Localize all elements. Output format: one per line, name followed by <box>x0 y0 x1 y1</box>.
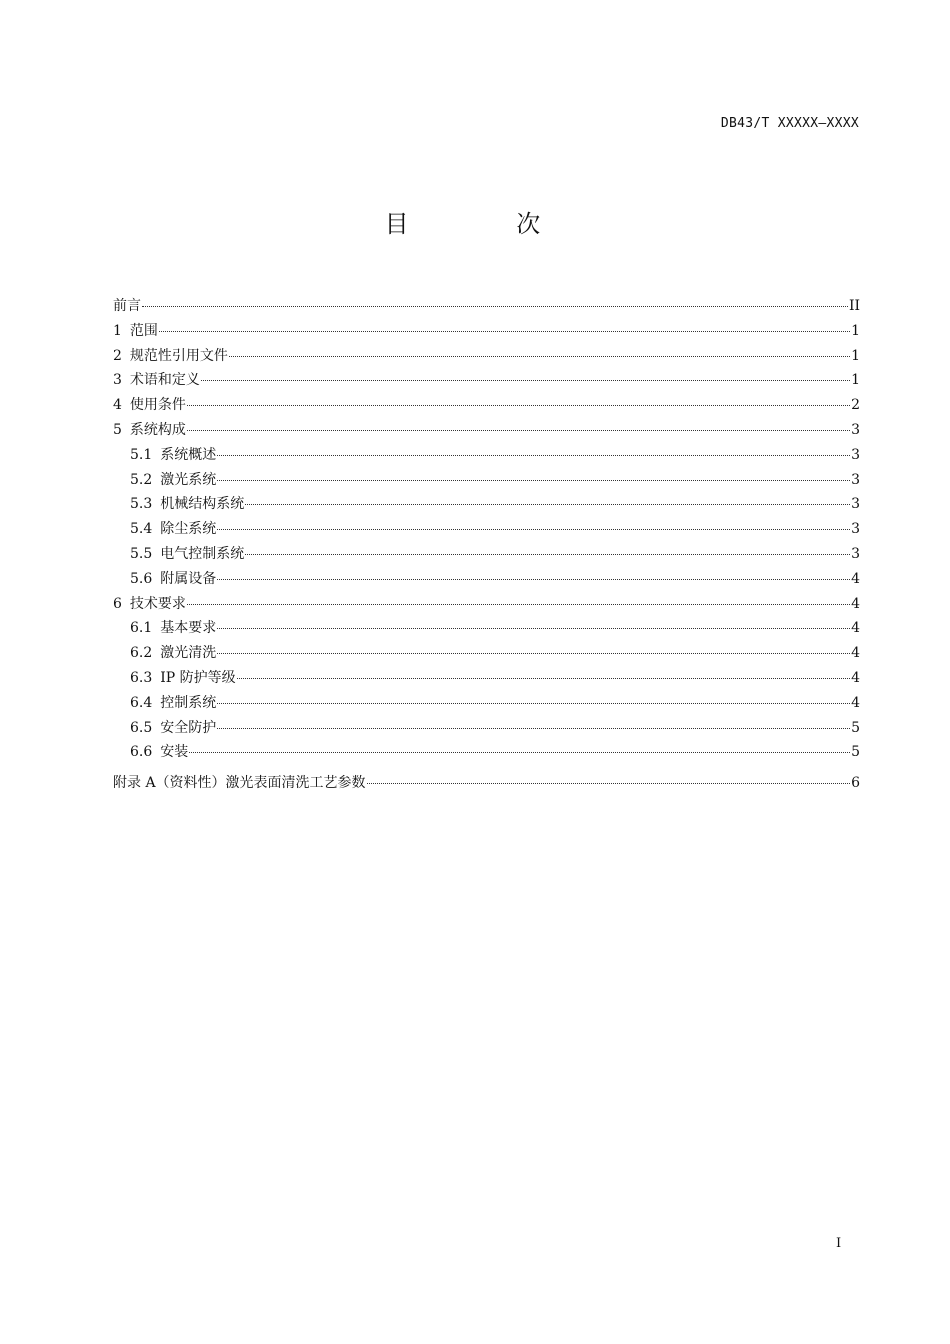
toc-dot-leader <box>217 703 850 704</box>
document-code: DB43/T XXXXX—XXXX <box>720 116 859 131</box>
toc-dot-leader <box>187 430 850 431</box>
toc-entry-label: 控制系统 <box>160 694 217 711</box>
toc-entry[interactable] <box>113 346 860 371</box>
toc-entry-number: 2 <box>113 347 122 364</box>
toc-entry-number: 5 <box>113 421 122 438</box>
toc-dot-leader <box>217 480 850 481</box>
toc-entry-label: 技术要求 <box>129 595 186 612</box>
page-number: I <box>836 1236 842 1251</box>
toc-entry-label: 附录 A（资料性）激光表面清洗工艺参数 <box>113 775 366 792</box>
toc-entry-label: 范围 <box>129 322 158 339</box>
toc-entry-number: 5.3 <box>130 496 153 513</box>
toc-entry-page: 1 <box>851 372 860 389</box>
toc-entry[interactable] <box>113 321 860 346</box>
toc-entry-page: 4 <box>851 595 860 612</box>
toc-entry[interactable] <box>113 742 860 767</box>
toc-entry-page: 3 <box>851 421 860 438</box>
toc-entry-page: 4 <box>851 570 860 587</box>
toc-entry[interactable] <box>113 643 860 668</box>
toc-entry[interactable] <box>113 470 860 495</box>
toc-entry-number: 6.1 <box>130 620 153 637</box>
toc-entry-label: 前言 <box>113 298 141 314</box>
toc-dot-leader <box>187 405 850 406</box>
toc-entry-label: 安全防护 <box>160 719 217 736</box>
table-of-contents <box>113 296 860 798</box>
toc-entry-number: 6.2 <box>130 645 153 662</box>
toc-dot-leader <box>189 752 850 753</box>
toc-dot-leader <box>217 529 850 530</box>
toc-entry-page: 1 <box>851 322 860 339</box>
toc-entry-label: IP 防护等级 <box>160 669 236 686</box>
toc-dot-leader <box>201 380 850 381</box>
toc-entry-number: 5.2 <box>130 471 153 488</box>
toc-dot-leader <box>217 653 850 654</box>
toc-entry-number: 6.3 <box>130 669 153 686</box>
toc-entry-page: 3 <box>851 446 860 463</box>
toc-entry[interactable] <box>113 693 860 718</box>
toc-entry-page: 2 <box>851 397 860 414</box>
toc-dot-leader <box>245 504 850 505</box>
toc-dot-leader <box>229 356 850 357</box>
toc-entry-label: 附属设备 <box>160 570 217 587</box>
toc-dot-leader <box>367 783 851 784</box>
toc-entry[interactable] <box>113 494 860 519</box>
toc-dot-leader <box>217 455 850 456</box>
toc-entry-number: 1 <box>113 322 122 339</box>
toc-entry-label: 电气控制系统 <box>160 545 245 562</box>
toc-entry-number: 3 <box>113 372 122 389</box>
toc-entry-number: 6 <box>113 595 122 612</box>
toc-entry[interactable] <box>113 519 860 544</box>
toc-entry-label: 规范性引用文件 <box>129 347 228 364</box>
toc-entry-label: 激光系统 <box>160 471 217 488</box>
toc-entry-label: 除尘系统 <box>160 521 217 538</box>
toc-entry-label: 激光清洗 <box>160 645 217 662</box>
toc-entry-page: 1 <box>851 347 860 364</box>
toc-dot-leader <box>187 604 850 605</box>
toc-entry-number: 6.4 <box>130 694 153 711</box>
toc-entry-page: 3 <box>851 521 860 538</box>
toc-entry-label: 系统构成 <box>129 421 186 438</box>
toc-entry-page: 3 <box>851 545 860 562</box>
toc-entry-page: 4 <box>851 645 860 662</box>
toc-entry-label: 术语和定义 <box>129 372 200 389</box>
toc-entry-page: 3 <box>851 496 860 513</box>
toc-entry[interactable] <box>113 296 860 321</box>
toc-entry-page: 4 <box>851 669 860 686</box>
toc-dot-leader <box>142 306 848 307</box>
page-title: 目 次 <box>384 210 591 238</box>
toc-entry-page: 4 <box>851 620 860 637</box>
toc-entry[interactable] <box>113 569 860 594</box>
toc-entry-number: 5.4 <box>130 521 153 538</box>
toc-entry[interactable] <box>113 618 860 643</box>
toc-entry[interactable] <box>113 594 860 619</box>
toc-entry-page: 3 <box>851 471 860 488</box>
toc-entry[interactable] <box>113 718 860 743</box>
toc-dot-leader <box>159 331 850 332</box>
toc-entry-page: 5 <box>851 744 860 761</box>
toc-entry-page: 5 <box>851 719 860 736</box>
toc-dot-leader <box>217 728 850 729</box>
toc-entry-label: 基本要求 <box>160 620 217 637</box>
toc-entry-label: 使用条件 <box>129 397 186 414</box>
toc-entry-number: 4 <box>113 397 122 414</box>
toc-entry-number: 6.6 <box>130 744 153 761</box>
toc-dot-leader <box>217 628 850 629</box>
toc-entry[interactable] <box>113 544 860 569</box>
toc-entry-number: 5.5 <box>130 545 153 562</box>
toc-dot-leader <box>245 554 850 555</box>
toc-entry-label: 系统概述 <box>160 446 217 463</box>
toc-entry[interactable] <box>113 395 860 420</box>
toc-entry[interactable] <box>113 445 860 470</box>
toc-entry[interactable] <box>113 420 860 445</box>
toc-entry-label: 机械结构系统 <box>160 496 245 513</box>
toc-entry[interactable] <box>113 370 860 395</box>
toc-entry-label: 安装 <box>160 744 189 761</box>
toc-dot-leader <box>217 579 850 580</box>
toc-entry-page: II <box>848 298 860 314</box>
toc-entry[interactable] <box>113 773 860 798</box>
toc-entry-number: 5.1 <box>130 446 153 463</box>
toc-entry[interactable] <box>113 668 860 693</box>
toc-dot-leader <box>237 678 850 679</box>
toc-entry-page: 6 <box>851 775 860 792</box>
toc-entry-page: 4 <box>851 694 860 711</box>
toc-entry-number: 5.6 <box>130 570 153 587</box>
toc-entry-number: 6.5 <box>130 719 153 736</box>
